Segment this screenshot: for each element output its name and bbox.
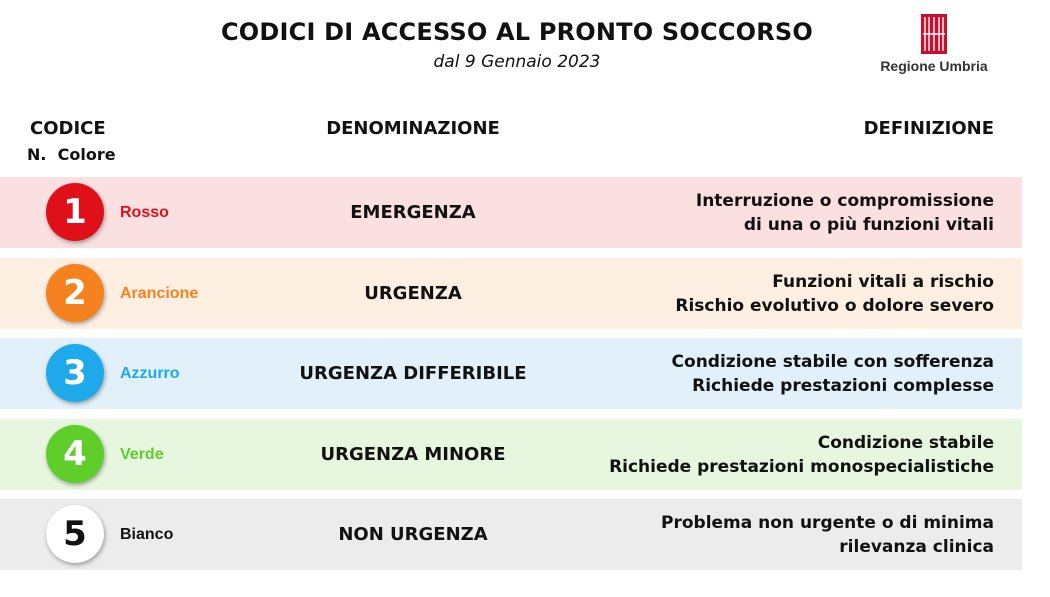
code-badge: 2 [46,264,104,322]
code-color-name: Rosso [120,203,169,221]
code-definition [672,338,994,409]
code-denomination: NON URGENZA [338,524,488,545]
code-row-blue [0,338,1022,409]
code-definition [696,177,994,248]
page-subtitle: dal 9 Gennaio 2023 [433,52,601,72]
code-definition [609,419,994,490]
code-row-white [0,499,1022,570]
code-row-orange [0,258,1022,329]
definition-line-2: di una o più funzioni vitali [743,214,994,235]
code-badge: 4 [46,425,104,483]
code-badge: 3 [46,344,104,402]
definition-line-1: Problema non urgente o di minima [661,512,994,533]
code-definition [661,499,994,570]
definition-line-2: Richiede prestazioni complesse [692,375,994,396]
code-badge: 5 [46,505,104,563]
definition-line-1: Condizione stabile [817,432,994,453]
column-header-definition: DEFINIZIONE [863,118,994,139]
code-color-name: Bianco [120,525,174,543]
definition-line-1: Condizione stabile con sofferenza [671,351,994,372]
code-badge: 1 [46,183,104,241]
code-row-green [0,419,1022,490]
code-color-name: Azzurro [120,364,180,382]
code-row-red [0,177,1022,248]
column-header-code: CODICE [30,118,106,139]
code-denomination: EMERGENZA [350,202,476,223]
code-definition [675,258,994,329]
definition-line-2: Richiede prestazioni monospecialistiche [609,456,994,477]
code-color-name: Verde [120,445,164,463]
code-denomination: URGENZA [364,283,462,304]
column-subheader-number-color: N. Colore [27,145,116,164]
code-color-name: Arancione [120,284,199,302]
code-denomination: URGENZA MINORE [320,444,506,465]
definition-line-2: rilevanza clinica [839,536,994,557]
regione-umbria-logo [866,14,1002,74]
regione-umbria-emblem-icon [921,14,947,54]
page-title: CODICI DI ACCESSO AL PRONTO SOCCORSO [220,18,813,46]
code-denomination: URGENZA DIFFERIBILE [299,363,527,384]
definition-line-1: Interruzione o compromissione [695,190,994,211]
definition-line-1: Funzioni vitali a rischio [772,271,994,292]
logo-text: Regione Umbria [880,58,988,74]
column-header-denomination: DENOMINAZIONE [326,118,500,139]
definition-line-2: Rischio evolutivo o dolore severo [675,295,994,316]
